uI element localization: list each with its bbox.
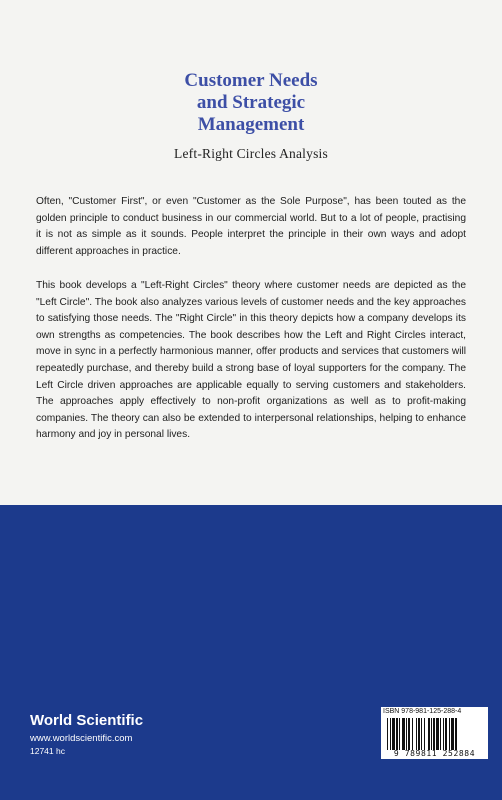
- book-subtitle: Left-Right Circles Analysis: [174, 146, 328, 161]
- blue-band: [0, 505, 502, 800]
- isbn-text: ISBN 978-981-125-288-4: [383, 708, 462, 715]
- title-line-2: and Strategic: [196, 92, 306, 113]
- title-line-1: Customer Needs: [184, 70, 318, 91]
- barcode-icon: [387, 718, 483, 750]
- barcode-number: 9 789811 252884: [393, 749, 476, 758]
- blurb-paragraph-1: Often, "Customer First", or even "Customer as the Sole Purpose", has been touted as the golden principle to conduct business in our commercial world. But to a lot of people, practising it is not as simple as it sounds. People interpret the principle in their own ways and adopt different approaches in practice.: [36, 196, 466, 257]
- catalog-code: 12741 hc: [30, 746, 65, 756]
- barcode-label: [381, 707, 488, 759]
- blurb-paragraph-2: This book develops a "Left-Right Circles" theory where customer needs are depicted as the "Left Circle". The book also analyzes various levels of customer needs and the key approaches to satisfying those needs. The "Right Circle" in this theory depicts how a company develops its own strengths as competencies. The book describes how the Left and Right Circles interact, move in sync in a perfectly harmonious manner, offer products and services that customers will repeatedly purchase, and thereby build a strong base of loyal supporters for the company. The Left Circle driven approaches are applicable equally to serving customers and stakeholders. The approaches apply effectively to non-profit organizations as well as to profit-making companies. The theory can also be extended to interpersonal relationships, helping to enhance harmony and joy in personal lives.: [36, 280, 466, 441]
- book-title: [0, 70, 502, 136]
- publisher-url: www.worldscientific.com: [30, 733, 133, 744]
- title-line-3: Management: [197, 114, 305, 135]
- publisher-block: [30, 712, 143, 757]
- publisher-name: World Scientific: [30, 712, 144, 729]
